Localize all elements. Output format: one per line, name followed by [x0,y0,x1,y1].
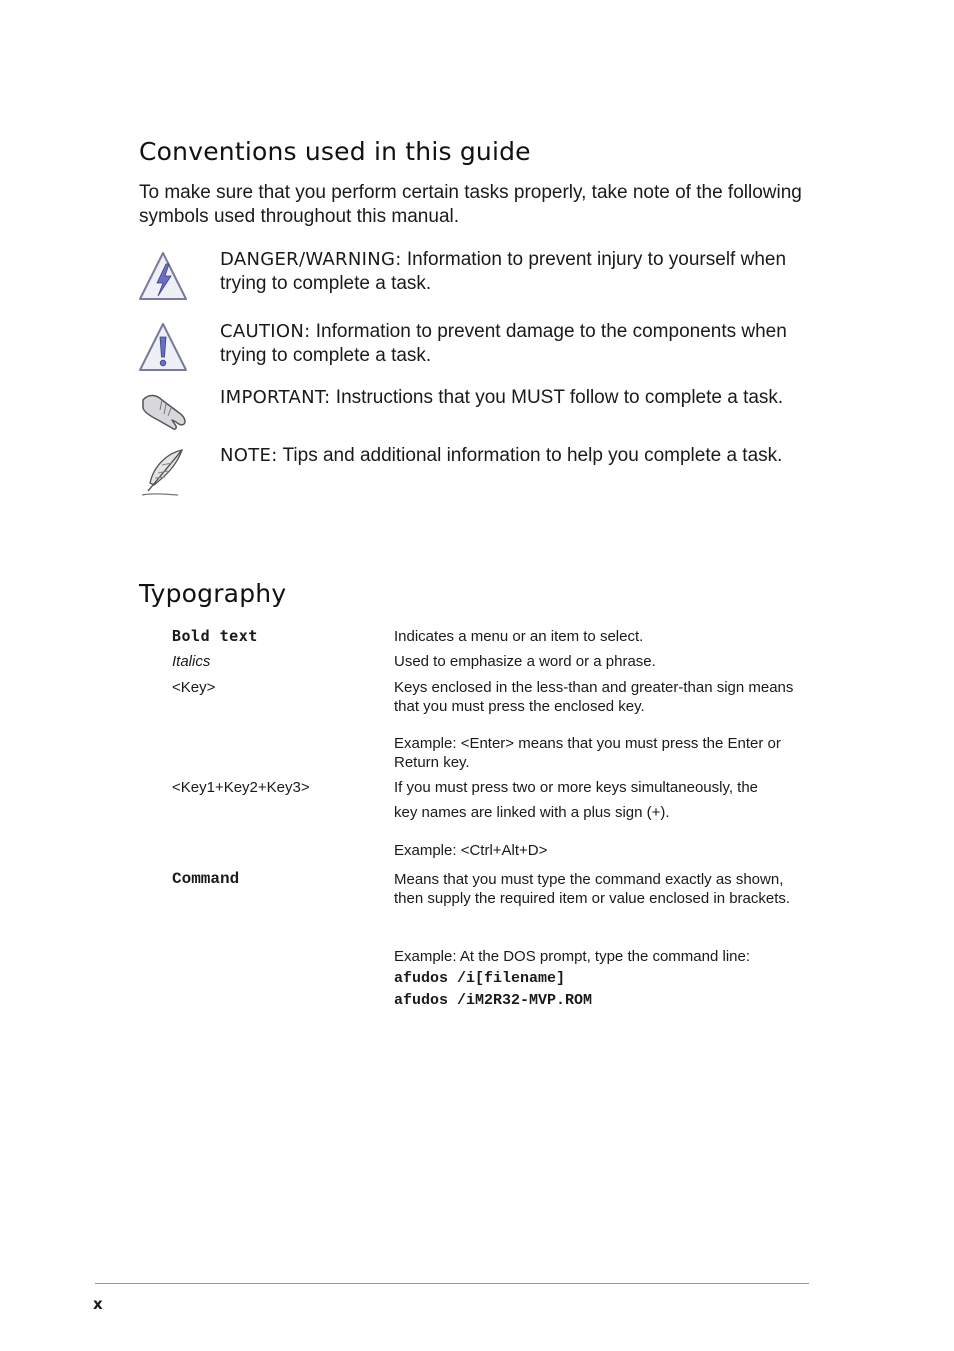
notice-text: Instructions that you MUST follow to complete a task. [330,387,784,408]
section-title-conventions: Conventions used in this guide [139,137,531,166]
note-feather-icon [138,447,188,499]
notice-label: NOTE: [220,445,278,466]
typo-example-key: Example: <Enter> means that you must press the Enter or Return key. [394,735,781,771]
notice-label: IMPORTANT: [220,387,331,408]
notice-important [220,386,810,410]
typo-term-key: <Key> [172,679,216,696]
typo-desc-key: Keys enclosed in the less-than and greater-than sign means that you must press the enclosed key. [394,679,794,715]
notice-text: Information to prevent damage to the components when trying to complete a task. [220,321,787,366]
typo-term-italics: Italics [172,653,211,670]
notice-label: CAUTION: [220,321,311,342]
notice-text: Information to prevent injury to yourself when trying to complete a task. [220,249,787,294]
typo-term-bold: Bold text [172,627,258,645]
footer-divider [95,1283,809,1284]
notice-danger-warning [220,248,810,296]
typo-desc-bold: Indicates a menu or an item to select. [394,628,644,645]
caution-icon [138,321,188,373]
typo-term-key-combo: <Key1+Key2+Key3> [172,779,310,796]
conventions-intro: To make sure that you perform certain tasks properly, take note of the following symbols used throughout this manual. [139,182,802,227]
important-hand-icon [138,386,188,438]
typo-example-key-combo: Example: <Ctrl+Alt+D> [394,842,548,859]
notice-note [220,444,810,468]
section-title-typography: Typography [139,579,287,608]
typo-desc-command: Means that you must type the command exactly as shown, then supply the required item or value enclosed in brackets. [394,871,791,907]
notice-caution [220,320,810,368]
typo-desc-key-combo-line2: key names are linked with a plus sign (+). [394,804,670,821]
page-number: x [93,1295,103,1313]
notice-label: DANGER/WARNING: [220,249,402,270]
typo-term-command: Command [172,870,240,888]
typo-desc-key-combo-line1: If you must press two or more keys simultaneously, the [394,779,759,796]
danger-warning-icon [138,250,188,302]
typo-example-command [394,947,814,1010]
code-line: afudos /iM2R32-MVP.ROM [394,992,593,1009]
example-text: Example: At the DOS prompt, type the command line: [394,948,751,965]
typo-desc-italics: Used to emphasize a word or a phrase. [394,653,656,670]
notice-text: Tips and additional information to help you complete a task. [277,445,783,466]
code-line: afudos /i[filename] [394,970,566,987]
